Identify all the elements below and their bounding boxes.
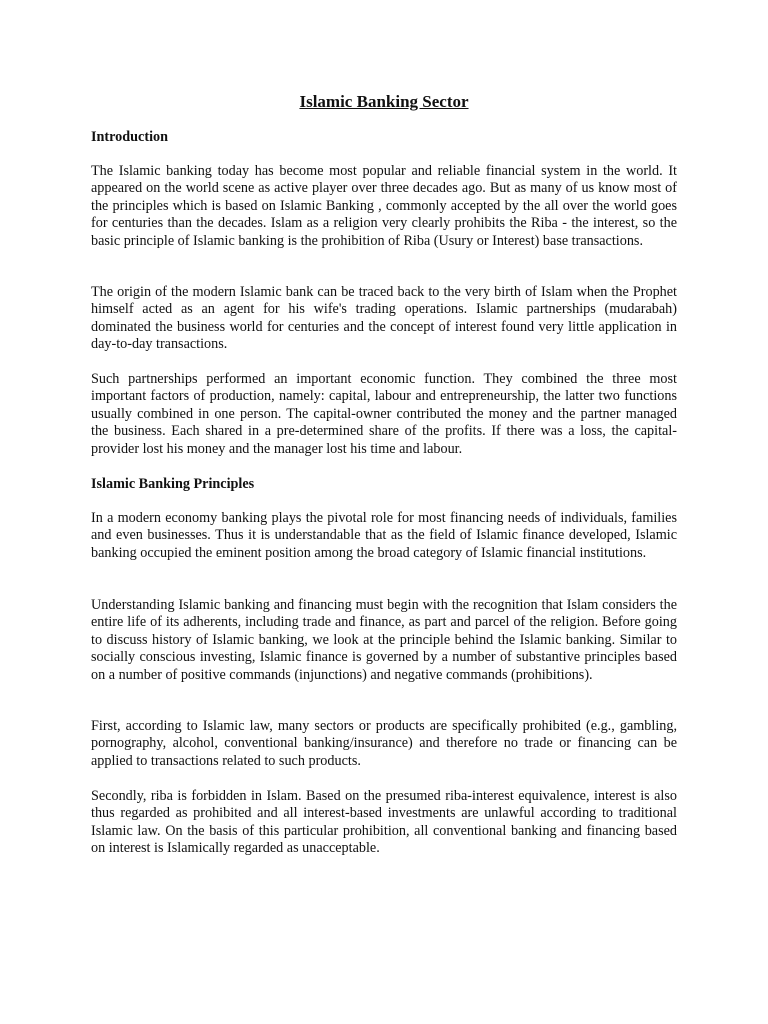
paragraph: The Islamic banking today has become most popular and reliable financial system in the world. It appeared on the world scene as active player over three decades ago. But as many of us know most of the principles which is based on Islamic Banking , commonly accepted by the all over the world goes for centuries than the decades. Islam as a religion very clearly prohibits the Riba - the interest, so the basic principle of Islamic banking is the prohibition of Riba (Usury or Interest) base transactions. bbox=[91, 163, 677, 249]
section-heading-principles: Islamic Banking Principles bbox=[91, 476, 255, 492]
section-heading-introduction: Introduction bbox=[91, 129, 168, 145]
paragraph: The origin of the modern Islamic bank can be traced back to the very birth of Islam when the Prophet himself acted as an agent for his wife's trading operations. Islamic partnerships (mudarabah) dominated the business world for centuries and the concept of interest found very little application in day-to-day transactions. bbox=[91, 284, 677, 353]
paragraph: Understanding Islamic banking and financing must begin with the recognition that Islam considers the entire life of its adherents, including trade and finance, as part and parcel of the religion. Before going to discuss history of Islamic banking, we look at the principle behind the Islamic banking. Similar to socially conscious investing, Islamic finance is governed by a number of substantive principles based on a number of positive commands (injunctions) and negative commands (prohibitions). bbox=[91, 597, 677, 683]
paragraph: First, according to Islamic law, many sectors or products are specifically prohibited (e.g., gambling, pornography, alcohol, conventional banking/insurance) and therefore no trade or financing can be applied to transactions related to such products. bbox=[91, 718, 677, 769]
paragraph: In a modern economy banking plays the pivotal role for most financing needs of individuals, families and even businesses. Thus it is understandable that as the field of Islamic finance developed, Islamic banking occupied the eminent position among the broad category of Islamic financial institutions. bbox=[91, 510, 677, 561]
paragraph: Such partnerships performed an important economic function. They combined the three most important factors of production, namely: capital, labour and entrepreneurship, the latter two functions usually combined in one person. The capital-owner contributed the money and the partner managed the business. Each shared in a pre-determined share of the profits. If there was a loss, the capital-provider lost his money and the manager lost his time and labour. bbox=[91, 371, 677, 457]
document-title: Islamic Banking Sector bbox=[299, 92, 469, 111]
paragraph: Secondly, riba is forbidden in Islam. Based on the presumed riba-interest equivalence, interest is also thus regarded as prohibited and all interest-based investments are unlawful according to traditional Islamic law. On the basis of this particular prohibition, all conventional banking and financing based on interest is Islamically regarded as unacceptable. bbox=[91, 788, 677, 857]
